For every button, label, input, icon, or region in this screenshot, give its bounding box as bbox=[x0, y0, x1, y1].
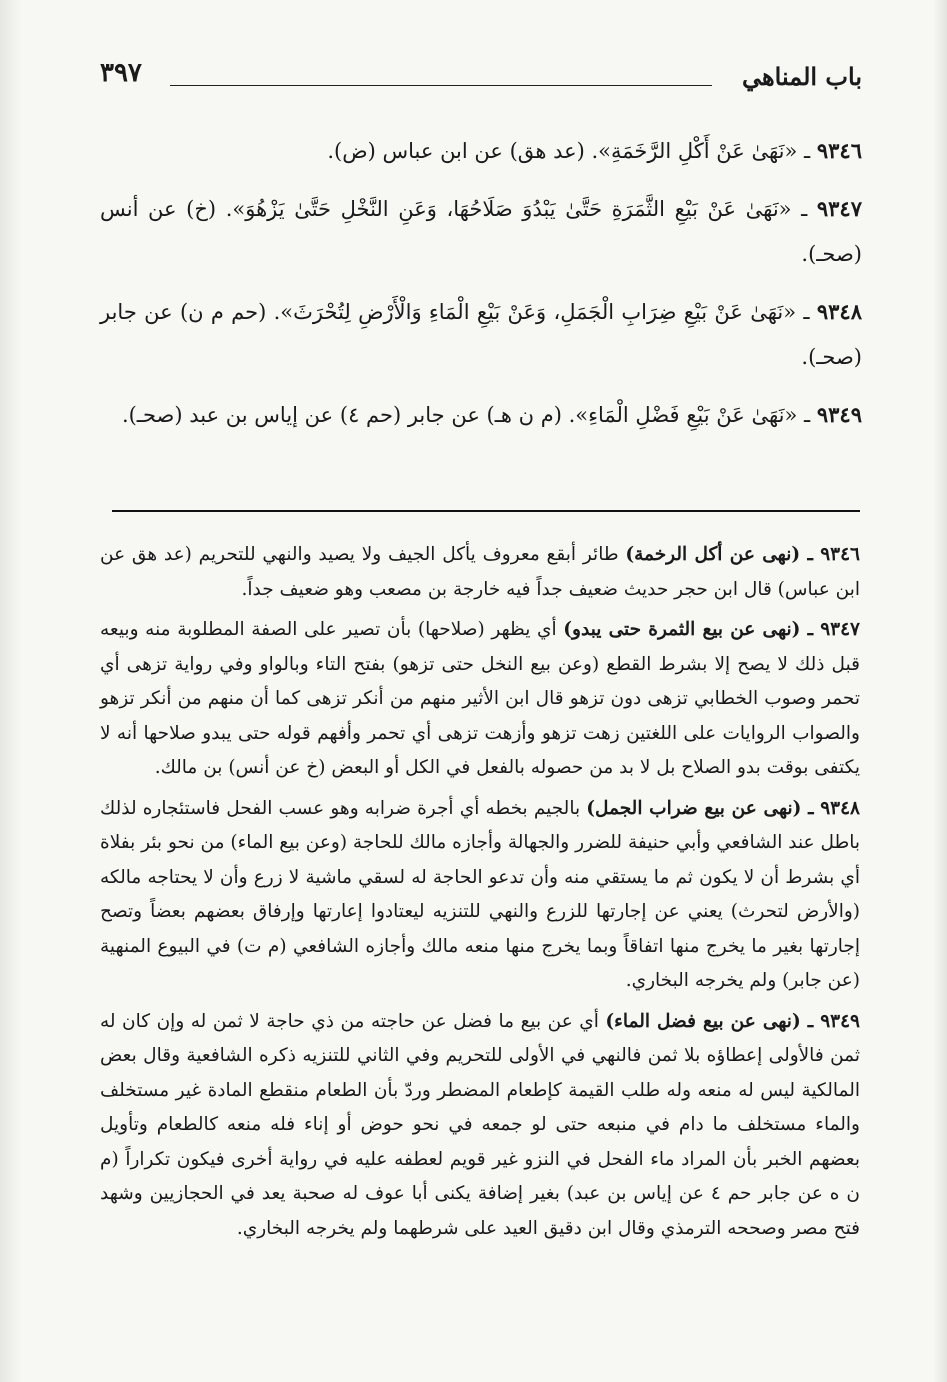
commentary-entry bbox=[100, 613, 860, 786]
commentary-section bbox=[100, 538, 860, 1252]
commentary-heading: ـ (نهى عن بيع ضراب الجمل) bbox=[586, 797, 821, 819]
hadith-text: ـ «نَهَىٰ عَنْ بَيْعِ ضِرَابِ الْجَمَلِ، وَعَنْ بَيْعِ الْمَاءِ وَالْأَرْضِ لِتُحْرَثَ». (حم م ن) عن جابر (صحـ). bbox=[100, 300, 862, 369]
commentary-entry bbox=[100, 1005, 860, 1247]
page-number: ٣٩٧ bbox=[100, 58, 142, 88]
hadith-number: ٩٣٤٧ bbox=[816, 196, 862, 221]
chapter-title: باب المناهي bbox=[741, 62, 862, 91]
page-edge-shadow-right bbox=[933, 0, 947, 1382]
hadith-entry bbox=[100, 186, 862, 277]
hadith-text: ـ «نَهَىٰ عَنْ بَيْعِ الثَّمَرَةِ حَتَّىٰ يَبْدُوَ صَلَاحُهَا، وَعَنِ النَّخْلِ حَتَّىٰ يَزْهُوَ». (خ) عن أنس (صحـ). bbox=[100, 197, 862, 266]
commentary-text: أي يظهر (صلاحها) بأن تصير على الصفة المطلوبة منه وبيعه قبل ذلك لا يصح إلا بشرط القطع (وعن بيع النخل حتى تزهو) بفتح التاء وبالواو وفي رواية تزهى أي تحمر وصوب الخطابي تزهى دون تزهو قال ابن الأثير منهم من أنكر تزهى كما أن منهم من أنكر تزهو والصواب الروايات على اللغتين زهت تزهو وأزهت تزهى أي تحمر وأفهم قوله حتى يبدو صلاحها أنه لا يكتفى بوقت بدو الصلاح بل لا بد من حصوله بالفعل في الكل أو البعض (خ عن أنس) بن مالك. bbox=[100, 619, 860, 778]
commentary-text: أي عن بيع ما فضل عن حاجته من ذي حاجة لا ثمن له وإن كان له ثمن فالأولى إعطاؤه بلا ثمن فالنهي في الأولى للتحريم وفي الثاني للتنزيه ذكره الشافعية وقال بعض المالكية ليس له منعه وله طلب القيمة كإطعام المضطر وردّ بأن الطعام منقطع المادة غير مستخلف والماء مستخلف ما دام في منبعه حتى لو جمعه في نحو حوض أو إناء فله منعه كالطعام وتأويل بعضهم الخبر بأن المراد ماء الفحل في النزو غير قويم لعطفه عليه في رواية أخرى فيكون تكراراً (م ن ه عن جابر حم ٤ عن إياس بن عبد) بغير إضافة يكنى أبا عوف له صحبة يعد في الحجازيين وشهد فتح مصر وصححه الترمذي وقال ابن دقيق العيد على شرطهما ولم يخرجه البخاري. bbox=[100, 1010, 860, 1239]
page-edge-shadow-left bbox=[0, 0, 22, 1382]
commentary-text: طائر أبقع معروف يأكل الجيف ولا يصيد والنهي للتحريم (عد هق عن ابن عباس) قال ابن حجر حديث ضعيف جداً فيه خارجة بن مصعب وهو ضعيف جداً. bbox=[100, 544, 860, 600]
commentary-heading: ـ (نهى عن بيع فضل الماء) bbox=[605, 1010, 821, 1032]
hadith-entry bbox=[100, 289, 862, 380]
header-rule bbox=[170, 85, 712, 86]
hadith-text: ـ «نَهَىٰ عَنْ بَيْعِ فَضْلِ الْمَاءِ». (م ن هـ) عن جابر (حم ٤) عن إياس بن عبد (صحـ). bbox=[121, 403, 817, 427]
commentary-entry bbox=[100, 792, 860, 999]
commentary-heading: ـ (نهى عن بيع الثمرة حتى يبدو) bbox=[563, 619, 821, 640]
commentary-heading: ـ (نهى عن أكل الرخمة) bbox=[625, 544, 821, 565]
hadith-text: ـ «نَهَىٰ عَنْ أَكْلِ الرَّخَمَةِ». (عد هق) عن ابن عباس (ض). bbox=[327, 139, 817, 163]
commentary-text: بالجيم بخطه أي أجرة ضرابه وهو عسب الفحل فاستئجاره لذلك باطل عند الشافعي وأبي حنيفة للضرر والجهالة وأجازه مالك للحاجة (وعن بيع الماء) من نحو بئر بفلاة أي بشرط أن لا يكون ثم ما يستقي منه وأن تدعو الحاجة له لسقي ماشية لا زرع وأن لا يحتاجه مالكه (والأرض لتحرث) يعني عن إجارتها للزرع والنهي للتنزيه ليعتادوا إعارتها وإرفاق بعضهم بعضاً وتصح إجارتها بغير ما يخرج منها اتفاقاً وبما يخرج منها منعه مالك وأجازه الشافعي (م ت) في البيوع المنهية (عن جابر) ولم يخرجه البخاري. bbox=[100, 797, 860, 991]
hadith-number: ٩٣٤٦ bbox=[816, 138, 862, 163]
commentary-number: ٩٣٤٨ bbox=[820, 797, 860, 819]
commentary-number: ٩٣٤٧ bbox=[820, 619, 860, 640]
commentary-number: ٩٣٤٦ bbox=[820, 544, 860, 565]
hadith-entry bbox=[100, 392, 862, 438]
hadith-number: ٩٣٤٩ bbox=[816, 402, 862, 427]
commentary-number: ٩٣٤٩ bbox=[820, 1010, 860, 1032]
page-header bbox=[100, 58, 862, 98]
hadith-entry bbox=[100, 128, 862, 174]
hadith-number: ٩٣٤٨ bbox=[816, 299, 862, 324]
footnote-separator bbox=[112, 510, 860, 512]
hadith-section bbox=[100, 128, 862, 450]
commentary-entry bbox=[100, 538, 860, 607]
